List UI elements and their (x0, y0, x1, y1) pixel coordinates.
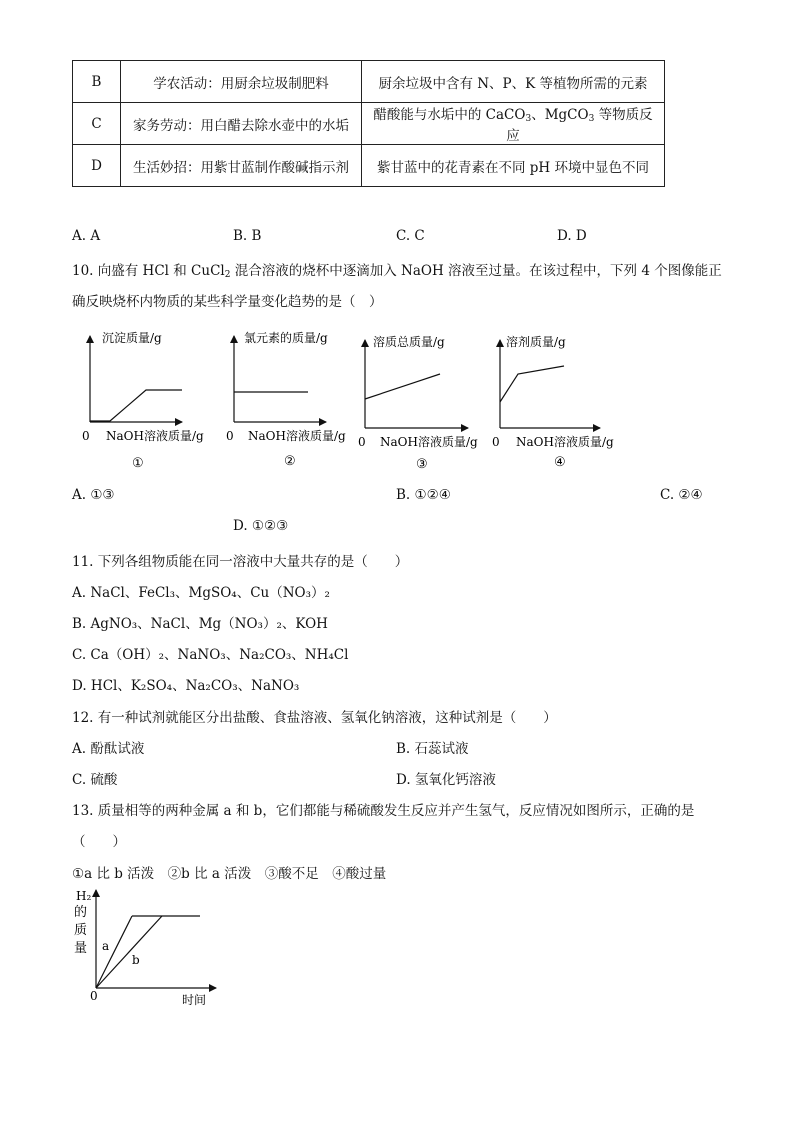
table-cell-knowledge: 厨余垃圾中含有 N、P、K 等植物所需的元素 (362, 61, 665, 103)
graph-4-ylabel: 溶剂质量/g (506, 335, 566, 349)
graph-2-ylabel: 氯元素的质量/g (244, 331, 328, 345)
q11-option-c[interactable]: C. Ca（OH）₂、NaNO₃、Na₂CO₃、NH₄Cl (72, 647, 349, 663)
table-row (73, 61, 665, 103)
q13-ylabel-1: H₂ (76, 889, 92, 903)
table-cell-knowledge: 紫甘蓝中的花青素在不同 pH 环境中显色不同 (362, 145, 665, 187)
q11-option-d[interactable]: D. HCl、K₂SO₄、Na₂CO₃、NaNO₃ (72, 678, 300, 694)
q13-ylabel-2: 的 (74, 905, 88, 920)
q12-stem: 12. 有一种试剂就能区分出盐酸、食盐溶液、氢氧化钠溶液，这种试剂是（ ） (72, 710, 557, 726)
q9-option-a[interactable]: A. A (72, 228, 101, 244)
q10-option-c[interactable]: C. ②④ (660, 487, 703, 503)
table-cell-activity: 家务劳动：用白醋去除水壶中的水垢 (121, 103, 362, 145)
graph-1-curve (90, 390, 182, 421)
q11-stem: 11. 下列各组物质能在同一溶液中大量共存的是（ ） (72, 554, 409, 570)
q11-option-a[interactable]: A. NaCl、FeCl₃、MgSO₄、Cu（NO₃）₂ (72, 585, 330, 601)
graph-3-number: ③ (416, 457, 428, 472)
graph-1-number: ① (132, 456, 144, 471)
graph-4-curve (500, 366, 564, 402)
graph-2-origin: 0 (226, 429, 234, 443)
graph-3 (358, 334, 478, 472)
q13-stem-line2: （ ） (72, 834, 126, 850)
q12-option-d[interactable]: D. 氢氧化钙溶液 (396, 772, 496, 788)
table-cell-activity: 学农活动：用厨余垃圾制肥料 (121, 61, 362, 103)
q13-origin: 0 (90, 989, 98, 1003)
graph-2 (226, 330, 346, 469)
q10-stem-line1: 10. 向盛有 HCl 和 CuCl$_2$ 混合溶液的烧杯中逐滴加入 NaOH 溶液至过量。在该过程中，下列 4 个图像能正 (72, 263, 722, 280)
graph-4-origin: 0 (492, 435, 500, 449)
table-row (73, 103, 665, 145)
q13-line-a-label: a (102, 939, 110, 953)
graph-4 (492, 334, 614, 470)
q13-ylabel-4: 量 (74, 941, 88, 956)
q10-stem-line2: 确反映烧杯内物质的某些科学量变化趋势的是（ ） (72, 294, 383, 310)
graph-4-number: ④ (554, 455, 566, 470)
table-cell-option: B (73, 61, 121, 103)
table-row (73, 145, 665, 187)
table-cell-option: D (73, 145, 121, 187)
q9-option-c[interactable]: C. C (396, 228, 425, 244)
q11-option-b[interactable]: B. AgNO₃、NaCl、Mg（NO₃）₂、KOH (72, 616, 328, 632)
q13-xlabel: 时间 (182, 993, 207, 1007)
q12-option-c[interactable]: C. 硫酸 (72, 772, 118, 788)
q13-stem-line1: 13. 质量相等的两种金属 a 和 b，它们都能与稀硫酸发生反应并产生氢气，反应情况如图所示，正确的是 (72, 803, 695, 819)
graph-1-xlabel: NaOH溶液质量/g (106, 429, 204, 443)
graph-3-origin: 0 (358, 435, 366, 449)
q10-option-a[interactable]: A. ①③ (72, 487, 115, 503)
q13-ylabel-3: 质 (74, 923, 88, 938)
q12-option-b[interactable]: B. 石蕊试液 (396, 741, 469, 757)
graph-3-curve (365, 374, 440, 399)
graph-1-origin: 0 (82, 429, 90, 443)
q9-option-d[interactable]: D. D (557, 228, 587, 244)
q13-graph (66, 884, 226, 1012)
table-cell-option: C (73, 103, 121, 145)
q13-line-b-label: b (132, 953, 140, 967)
table-cell-knowledge: 醋酸能与水垢中的 CaCO$_3$、MgCO$_3$ 等物质反应 (362, 103, 665, 145)
graph-3-xlabel: NaOH溶液质量/g (380, 435, 478, 449)
q10-option-d[interactable]: D. ①②③ (233, 518, 289, 534)
table-cell-activity: 生活妙招：用紫甘蓝制作酸碱指示剂 (121, 145, 362, 187)
graph-1-ylabel: 沉淀质量/g (102, 331, 162, 345)
graph-2-xlabel: NaOH溶液质量/g (248, 429, 346, 443)
q12-option-a[interactable]: A. 酚酞试液 (72, 741, 145, 757)
answer-table (72, 60, 665, 187)
q10-option-b[interactable]: B. ①②④ (396, 487, 451, 503)
q9-option-b[interactable]: B. B (233, 228, 262, 244)
graph-2-number: ② (284, 454, 296, 469)
q10-graphs (60, 322, 700, 472)
graph-4-xlabel: NaOH溶液质量/g (516, 435, 614, 449)
graph-1 (82, 330, 204, 471)
q13-statements: ①a 比 b 活泼 ②b 比 a 活泼 ③酸不足 ④酸过量 (72, 866, 387, 882)
graph-3-ylabel: 溶质总质量/g (373, 335, 445, 349)
